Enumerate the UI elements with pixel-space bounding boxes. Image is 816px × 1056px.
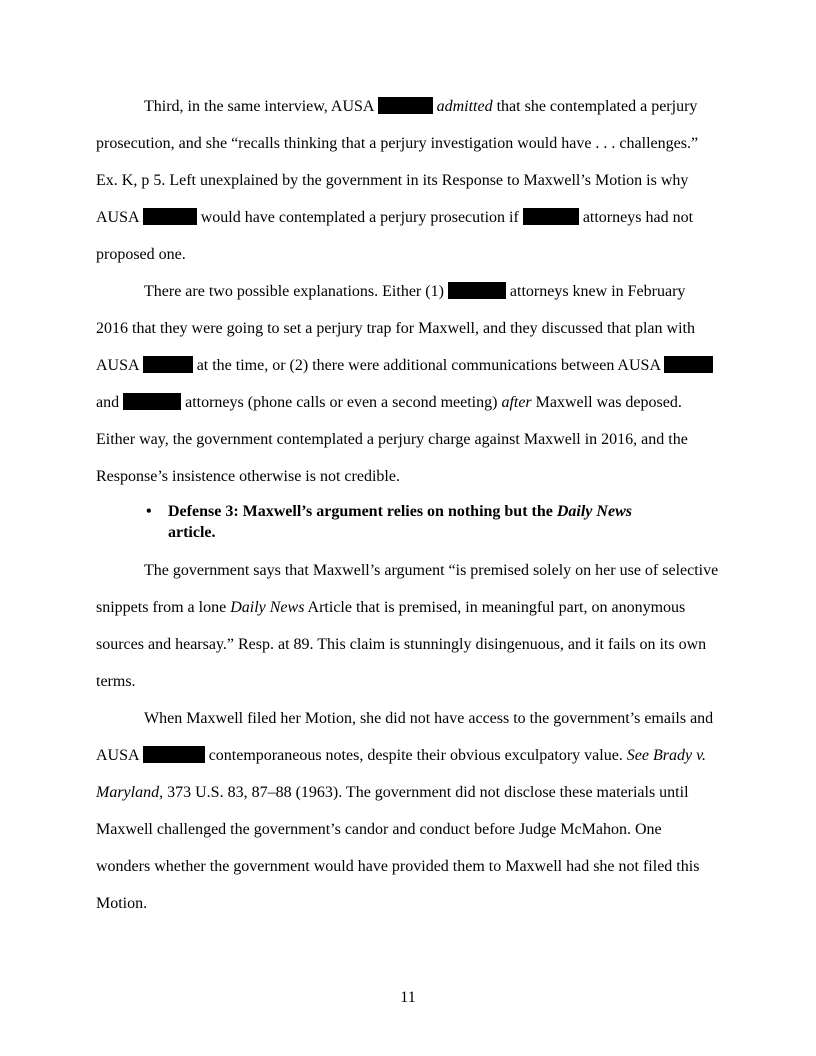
text-segment: attorneys (phone calls or even a second meeting)	[181, 394, 502, 411]
text-segment: AUSA	[96, 747, 143, 764]
text-line	[96, 199, 720, 236]
text-segment: AUSA	[96, 209, 143, 226]
text-segment: sources and hearsay.” Resp. at 89. This claim is stunningly disingenuous, and it fails on its own	[96, 636, 707, 653]
text-segment: See Brady v.	[626, 747, 707, 764]
text-segment: admitted	[436, 98, 493, 115]
text-segment: Maryland	[96, 784, 160, 801]
text-segment: Daily News	[556, 503, 632, 520]
paragraph	[96, 700, 720, 922]
text-line	[96, 162, 720, 199]
text-line	[96, 125, 720, 162]
redaction-bar	[123, 393, 181, 410]
text-line	[96, 737, 720, 774]
text-line	[96, 811, 720, 848]
text-segment: Article that is premised, in meaningful part, on anonymous	[304, 599, 686, 616]
text-segment: terms.	[96, 673, 136, 690]
text-line	[96, 522, 720, 543]
text-segment: that she contemplated a perjury	[492, 98, 698, 115]
text-segment: Motion.	[96, 895, 148, 912]
text-segment: prosecution, and she “recalls thinking that a perjury investigation would have . . . challenges.”	[96, 135, 699, 152]
redaction-bar	[523, 208, 579, 225]
text-line	[96, 458, 720, 495]
text-segment: at the time, or (2) there were additional communications between AUSA	[192, 357, 665, 374]
text-segment: Maxwell was deposed.	[531, 394, 682, 411]
paragraph	[96, 552, 720, 700]
text-segment: Either way, the government contemplated a perjury charge against Maxwell in 2016, and the	[96, 431, 688, 448]
paragraph	[96, 88, 720, 273]
document-body	[96, 88, 720, 922]
text-line	[96, 885, 720, 922]
text-line	[96, 88, 720, 125]
redaction-bar	[143, 356, 193, 373]
text-segment: and	[96, 394, 124, 411]
page-number: 11	[400, 989, 416, 1006]
text-line	[96, 774, 720, 811]
text-segment: attorneys had not	[578, 209, 694, 226]
text-segment: Defense 3: Maxwell’s argument relies on nothing but the	[168, 503, 557, 520]
text-segment: proposed one.	[96, 246, 186, 263]
text-segment: 2016 that they were going to set a perjury trap for Maxwell, and they discussed that plan with	[96, 320, 695, 337]
text-segment: There are two possible explanations. Either (1)	[144, 283, 448, 300]
bullet-heading	[96, 501, 720, 543]
redaction-bar	[143, 208, 197, 225]
paragraph	[96, 273, 720, 495]
text-segment: When Maxwell filed her Motion, she did not have access to the government’s emails and	[144, 710, 714, 727]
text-segment: Daily News	[230, 599, 305, 616]
text-segment: Maxwell challenged the government’s candor and conduct before Judge McMahon. One	[96, 821, 662, 838]
text-line	[96, 421, 720, 458]
text-line	[96, 236, 720, 273]
redaction-bar	[143, 746, 205, 763]
page-number-footer	[0, 989, 816, 1007]
text-line	[96, 663, 720, 700]
text-segment: wonders whether the government would have provided them to Maxwell had she not filed this	[96, 858, 700, 875]
text-segment: attorneys knew in February	[505, 283, 686, 300]
text-segment: snippets from a lone	[96, 599, 231, 616]
text-segment: article.	[168, 524, 216, 541]
text-line	[96, 552, 720, 589]
redaction-bar	[378, 97, 433, 114]
text-segment: contemporaneous notes, despite their obvious exculpatory value.	[204, 747, 627, 764]
bullet-marker-icon: •	[146, 503, 152, 520]
text-segment: after	[501, 394, 532, 411]
text-line	[96, 384, 720, 421]
text-segment: Ex. K, p 5. Left unexplained by the government in its Response to Maxwell’s Motion is why	[96, 172, 689, 189]
text-segment: Response’s insistence otherwise is not credible.	[96, 468, 400, 485]
text-segment: Third, in the same interview, AUSA	[144, 98, 378, 115]
text-line	[96, 310, 720, 347]
redaction-bar	[664, 356, 713, 373]
text-line	[96, 626, 720, 663]
text-line	[96, 848, 720, 885]
text-line	[96, 501, 720, 522]
text-segment: would have contemplated a perjury prosecution if	[196, 209, 523, 226]
text-segment: AUSA	[96, 357, 143, 374]
text-line	[96, 347, 720, 384]
text-segment: , 373 U.S. 83, 87–88 (1963). The government did not disclose these materials until	[159, 784, 689, 801]
text-line	[96, 589, 720, 626]
redaction-bar	[448, 282, 506, 299]
text-segment: The government says that Maxwell’s argument “is premised solely on her use of selective	[144, 562, 719, 579]
text-line	[96, 700, 720, 737]
text-line	[96, 273, 720, 310]
